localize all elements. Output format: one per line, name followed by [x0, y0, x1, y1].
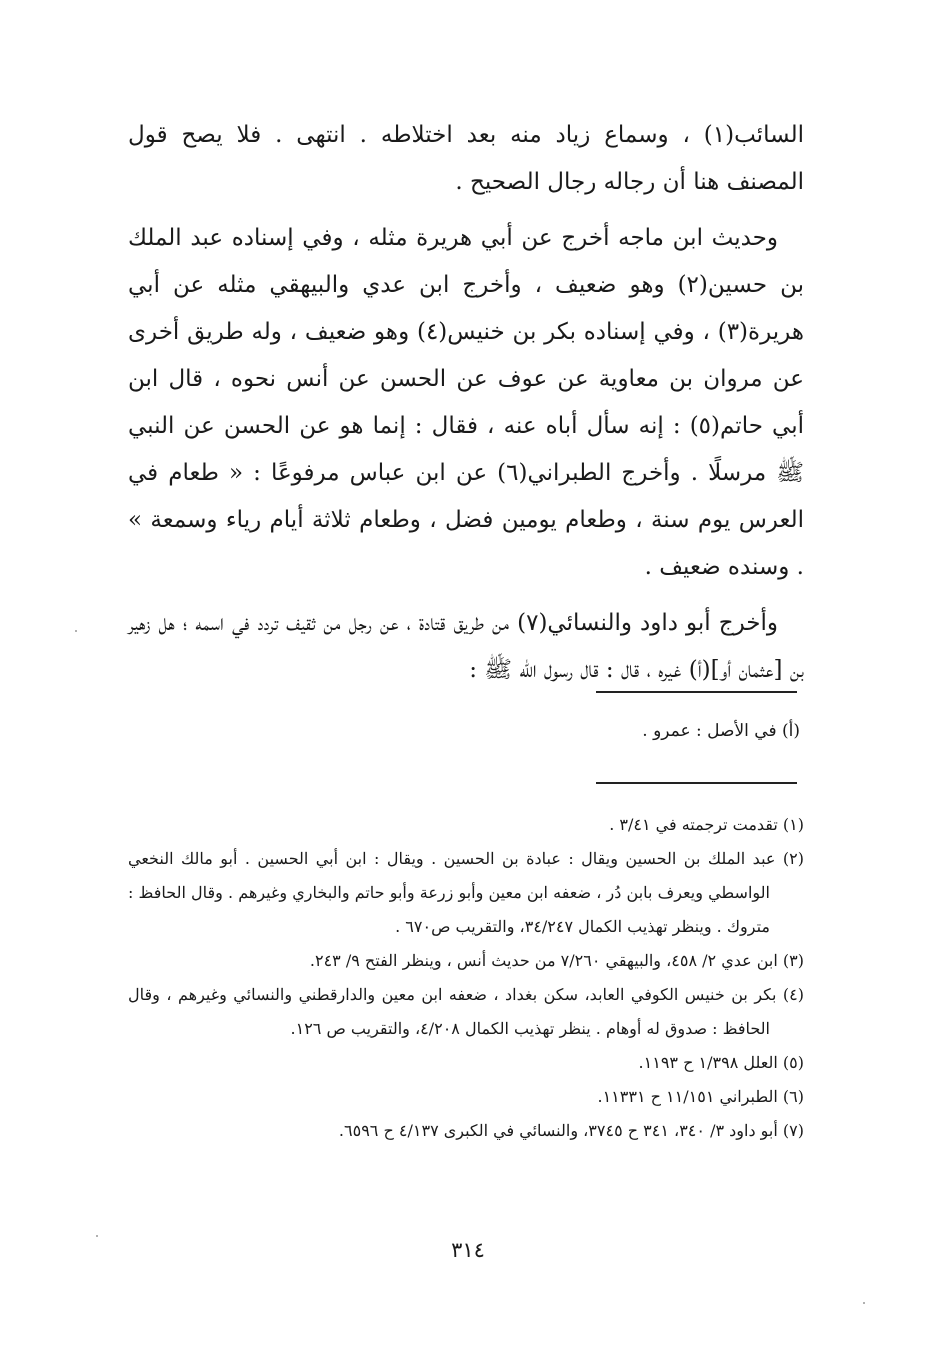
- footnote-3: (٣) ابن عدي ٢/ ٤٥٨، والبيهقي ٧/٢٦٠ من حديث أنس ، وينظر الفتح ٩/ ٢٤٣.: [309, 951, 804, 970]
- paragraph-3: وأخرج أبو داود والنسائي(٧) من طريق قتادة ، عن رجل من ثقيف تردد في اسمه ؛ هل زهير بن [عثمان أو](أ) غيره ، قال : قال رسول الله ﷺ :: [128, 610, 804, 683]
- footnote-2: (٢) عبد الملك بن الحسين ويقال : عبادة بن الحسين . ويقال : ابن أبي الحسين . أبو مالك النخعي الواسطي ويعرف بابن دُر ، ضعفه ابن معين وأبو زرعة وأبو حاتم والبخاري وغيرهم . وقال الحافظ : متروك . وينظر تهذيب الكمال ٣٤/٢٤٧، والتقريب ص٦٧٠ .: [128, 849, 804, 936]
- footnote-7: (٧) أبو داود ٣/ ٣٤٠، ٣٤١ ح ٣٧٤٥، والنسائي في الكبرى ٤/١٣٧ ح ٦٥٩٦.: [338, 1121, 804, 1140]
- paragraph-1: السائب(١) ، وسماع زياد منه بعد اختلاطه . انتهى . فلا يصح قول المصنف هنا أن رجاله رجال الصحيح .: [128, 122, 804, 195]
- footnote-6: (٦) الطبراني ١١/١٥١ ح ١١٣٣١.: [597, 1087, 804, 1106]
- footnote-separator-bottom: [596, 782, 797, 784]
- main-text: [128, 112, 804, 694]
- footnotes: [128, 808, 804, 1148]
- footnote-separator-top: [596, 691, 797, 693]
- footnote-5: (٥) العلل ١/٣٩٨ ح ١١٩٣.: [638, 1053, 804, 1072]
- editor-note: (أ) في الأصل : عمرو .: [642, 721, 800, 741]
- paragraph-2: وحديث ابن ماجه أخرج عن أبي هريرة مثله ، وفي إسناده عبد الملك بن حسين(٢) وهو ضعيف ، وأخرج ابن عدي والبيهقي مثله عن أبي هريرة(٣) ، وفي إسناده بكر بن خنيس(٤) وهو ضعيف ، وله طريق أخرى عن مروان بن معاوية عن عوف عن الحسن عن أنس نحوه ، قال ابن أبي حاتم(٥) : إنه سأل أباه عنه ، فقال : إنما هو عن الحسن عن النبي ﷺ مرسلًا . وأخرج الطبراني(٦) عن ابن عباس مرفوعًا : « طعام في العرس يوم سنة ، وطعام يومين فضل ، وطعام ثلاثة أيام رياء وسمعة » . وسنده ضعيف .: [128, 225, 804, 580]
- footnote-4: (٤) بكر بن خنيس الكوفي العابد، سكن بغداد ، ضعفه ابن معين والدارقطني والنسائي وغيرهم ، وقال الحافظ : صدوق له أوهام . ينظر تهذيب الكمال ٤/٢٠٨، والتقريب ص ١٢٦.: [128, 985, 804, 1038]
- footnote-1: (١) تقدمت ترجمته في ٣/٤١ .: [609, 815, 804, 834]
- page-number: ٣١٤: [451, 1238, 485, 1262]
